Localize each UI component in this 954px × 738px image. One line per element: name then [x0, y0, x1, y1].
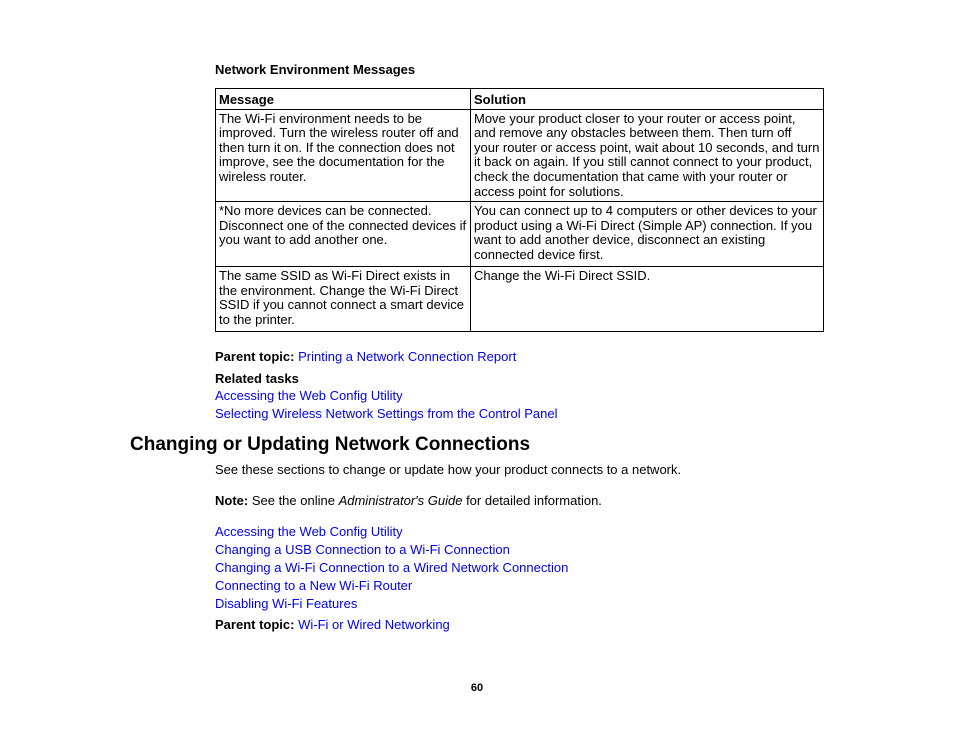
table-row	[216, 202, 824, 267]
note-text-before: See the online	[248, 493, 339, 508]
message-cell: The Wi-Fi environment needs to be improved. Turn the wireless router off and then turn it on. If the connection does not improve, see the documentation for the wireless router.	[216, 109, 471, 202]
section-link[interactable]: Connecting to a New Wi-Fi Router	[215, 578, 413, 593]
solution-cell: You can connect up to 4 computers or other devices to your product using a Wi-Fi Direct (Simple AP) connection. If you want to add another device, disconnect an existing connected device first.	[471, 202, 824, 267]
network-messages-table	[215, 88, 824, 332]
table-caption: Network Environment Messages	[215, 62, 416, 77]
parent-topic	[215, 349, 516, 365]
section-link-list	[215, 524, 568, 614]
section-link[interactable]: Disabling Wi-Fi Features	[215, 596, 358, 611]
related-tasks-heading: Related tasks	[215, 371, 299, 386]
related-task-link[interactable]: Selecting Wireless Network Settings from the Control Panel	[215, 406, 558, 421]
parent-topic-link[interactable]: Wi-Fi or Wired Networking	[298, 617, 450, 632]
section-link[interactable]: Changing a USB Connection to a Wi-Fi Connection	[215, 542, 510, 557]
section-link[interactable]: Accessing the Web Config Utility	[215, 524, 403, 539]
column-header-solution: Solution	[471, 89, 824, 110]
note	[215, 493, 602, 509]
page-number: 60	[470, 682, 484, 694]
list-item	[215, 560, 568, 578]
solution-cell: Change the Wi-Fi Direct SSID.	[471, 267, 824, 332]
parent-topic-label: Parent topic:	[215, 617, 295, 632]
table-row	[216, 267, 824, 332]
list-item	[215, 596, 568, 614]
list-item	[215, 524, 568, 542]
message-cell: The same SSID as Wi-Fi Direct exists in the environment. Change the Wi-Fi Direct SSID if you cannot connect a smart device to the printer.	[216, 267, 471, 332]
column-header-message: Message	[216, 89, 471, 110]
section-intro: See these sections to change or update how your product connects to a network.	[215, 462, 682, 477]
parent-topic	[215, 617, 450, 633]
parent-topic-link[interactable]: Printing a Network Connection Report	[298, 349, 517, 364]
table-header-row	[216, 89, 824, 110]
table-row	[216, 109, 824, 202]
section-heading: Changing or Updating Network Connections	[130, 434, 531, 455]
section-link[interactable]: Changing a Wi-Fi Connection to a Wired Network Connection	[215, 560, 569, 575]
related-task-link[interactable]: Accessing the Web Config Utility	[215, 388, 403, 403]
solution-cell: Move your product closer to your router or access point, and remove any obstacles between them. Then turn off your router or access point, wait about 10 seconds, and turn it back on again. If you still cannot connect to your product, check the documentation that came with your router or access point for solutions.	[471, 109, 824, 202]
message-cell: *No more devices can be connected. Disconnect one of the connected devices if you want to add another one.	[216, 202, 471, 267]
list-item	[215, 542, 568, 560]
note-label: Note:	[215, 493, 249, 508]
list-item	[215, 578, 568, 596]
parent-topic-label: Parent topic:	[215, 349, 295, 364]
note-text-after: for detailed information.	[462, 493, 602, 508]
note-guide-title: Administrator's Guide	[338, 493, 463, 508]
